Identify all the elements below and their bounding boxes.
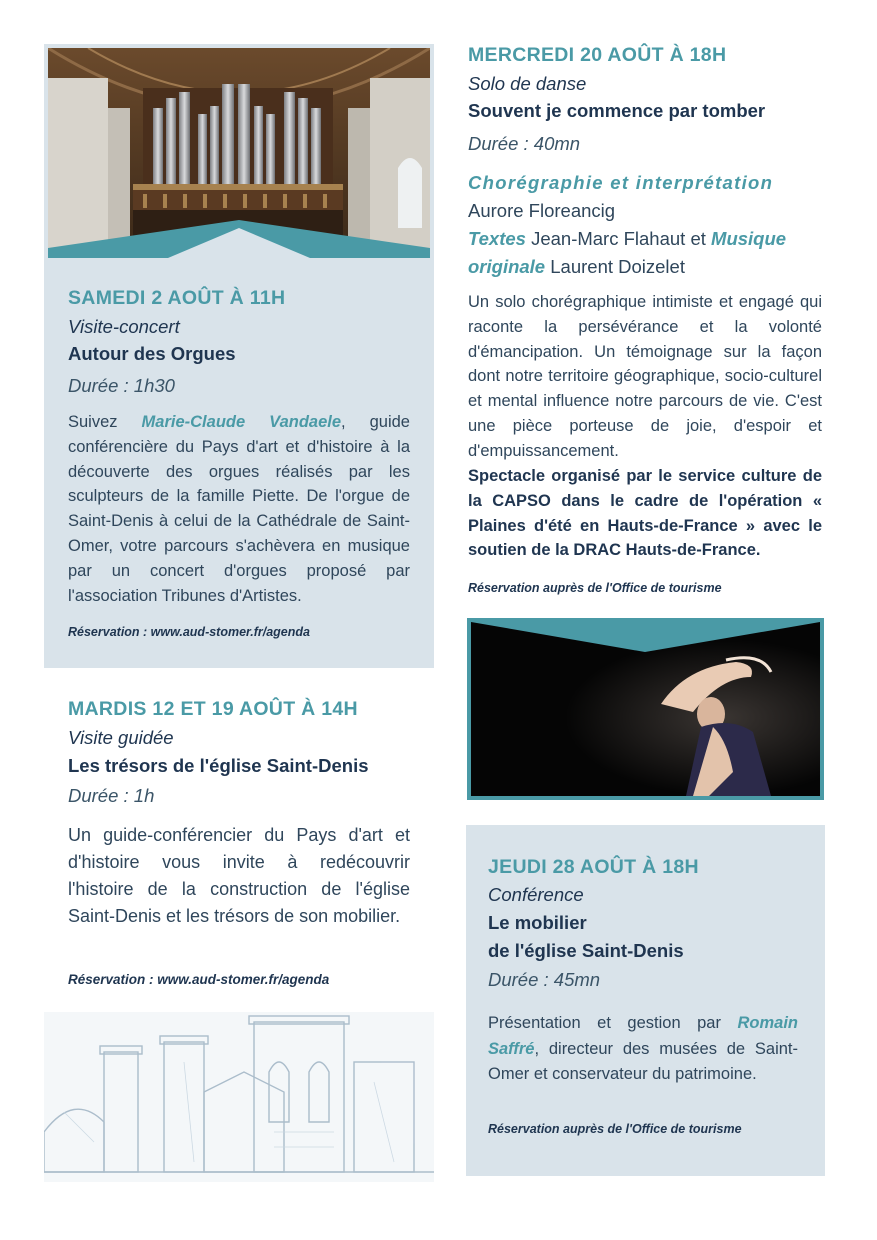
event4-reservation: Réservation auprès de l'Office de tourisme xyxy=(488,1122,742,1136)
event1-guide-name: Marie-Claude Vandaele xyxy=(141,413,342,431)
organ-illustration xyxy=(48,48,430,258)
credit-texts-name: Jean-Marc Flahaut et xyxy=(525,228,712,249)
credit-choreo-name: Aurore Floreancig xyxy=(468,200,616,221)
event2-kind: Visite guidée xyxy=(68,727,174,748)
event3-reservation: Réservation auprès de l'Office de tourisme xyxy=(468,581,722,595)
event4-desc-post: , directeur des musées de Saint-Omer et conservateur du patrimoine. xyxy=(488,1039,798,1083)
event3-organizer-note: Spectacle organisé par le service culture de la CAPSO dans le cadre de l'opération « Plaines d'été en Hauts-de-France » avec le soutien de la DRAC Hauts-de-France. xyxy=(468,467,822,560)
event1-title: Autour des Orgues xyxy=(68,343,236,364)
event4-desc-pre: Présentation et gestion par xyxy=(488,1014,738,1032)
event4-speaker-name: Romain Saffré xyxy=(488,1014,798,1058)
event2-date: MARDIS 12 ET 19 AOÛT À 14H xyxy=(68,698,358,720)
credit-music-label: Musique originale xyxy=(468,228,787,277)
event1-duration: Durée : 1h30 xyxy=(68,375,175,396)
event3-credits xyxy=(468,169,824,281)
event3-date: MERCREDI 20 AOÛT À 18H xyxy=(468,44,727,66)
event1-date: SAMEDI 2 AOÛT À 11H xyxy=(68,287,286,309)
church-sketch-illustration xyxy=(44,1012,434,1182)
event1-desc-post: , guide conférencière du Pays d'art et d'histoire à la découverte des orgues réalisés par les sculpteurs de la famille Piette. De l'orgue de Saint-Denis à celui de la Cathédrale de Saint-Omer, votre parcours s'achèvera en musique par un concert d'orgues proposé par l'association Tribunes d'Artistes. xyxy=(68,413,410,605)
event3-description: Un solo chorégraphique intimiste et engagé qui raconte la persévérance et la volonté d'émancipation. Un témoignage sur la façon dont notre territoire géographique, socio-culturel et mental influence notre parcours de vie. C'est une pièce porteuse de joie, d'espoir et d'empuissancement. xyxy=(468,293,822,460)
credit-choreo-label: Chorégraphie et interprétation xyxy=(468,172,774,193)
event4-kind: Conférence xyxy=(488,884,584,905)
event1-description xyxy=(68,410,410,608)
dancer-illustration xyxy=(471,622,820,796)
event2-description: Un guide-conférencier du Pays d'art et d'histoire vous invite à redécouvrir l'histoire de la construction de l'église Saint-Denis et les trésors de son mobilier. xyxy=(68,825,410,926)
dancer-photo-frame xyxy=(467,618,824,800)
event3-title: Souvent je commence par tomber xyxy=(468,100,766,121)
event4-title-line1: Le mobilier xyxy=(488,912,587,933)
event2-duration: Durée : 1h xyxy=(68,785,155,806)
event4-duration: Durée : 45mn xyxy=(488,969,601,990)
church-sketch xyxy=(44,1012,434,1182)
event1-kind: Visite-concert xyxy=(68,316,180,337)
credit-music-name: Laurent Doizelet xyxy=(545,256,685,277)
credit-texts-music xyxy=(468,225,824,281)
event3-kind: Solo de danse xyxy=(468,73,587,94)
event4-description xyxy=(488,1011,798,1088)
credit-texts-label: Textes xyxy=(468,228,526,249)
event1-reservation: Réservation : www.aud-stomer.fr/agenda xyxy=(68,625,310,639)
event2-reservation: Réservation : www.aud-stomer.fr/agenda xyxy=(68,972,330,987)
event1-desc-pre: Suivez xyxy=(68,413,142,431)
event2-title: Les trésors de l'église Saint-Denis xyxy=(68,755,369,776)
event4-date: JEUDI 28 AOÛT À 18H xyxy=(488,856,699,878)
dancer-photo xyxy=(471,622,820,796)
event4-title-line2: de l'église Saint-Denis xyxy=(488,940,684,961)
organ-photo xyxy=(48,48,430,258)
event3-duration: Durée : 40mn xyxy=(468,133,581,154)
